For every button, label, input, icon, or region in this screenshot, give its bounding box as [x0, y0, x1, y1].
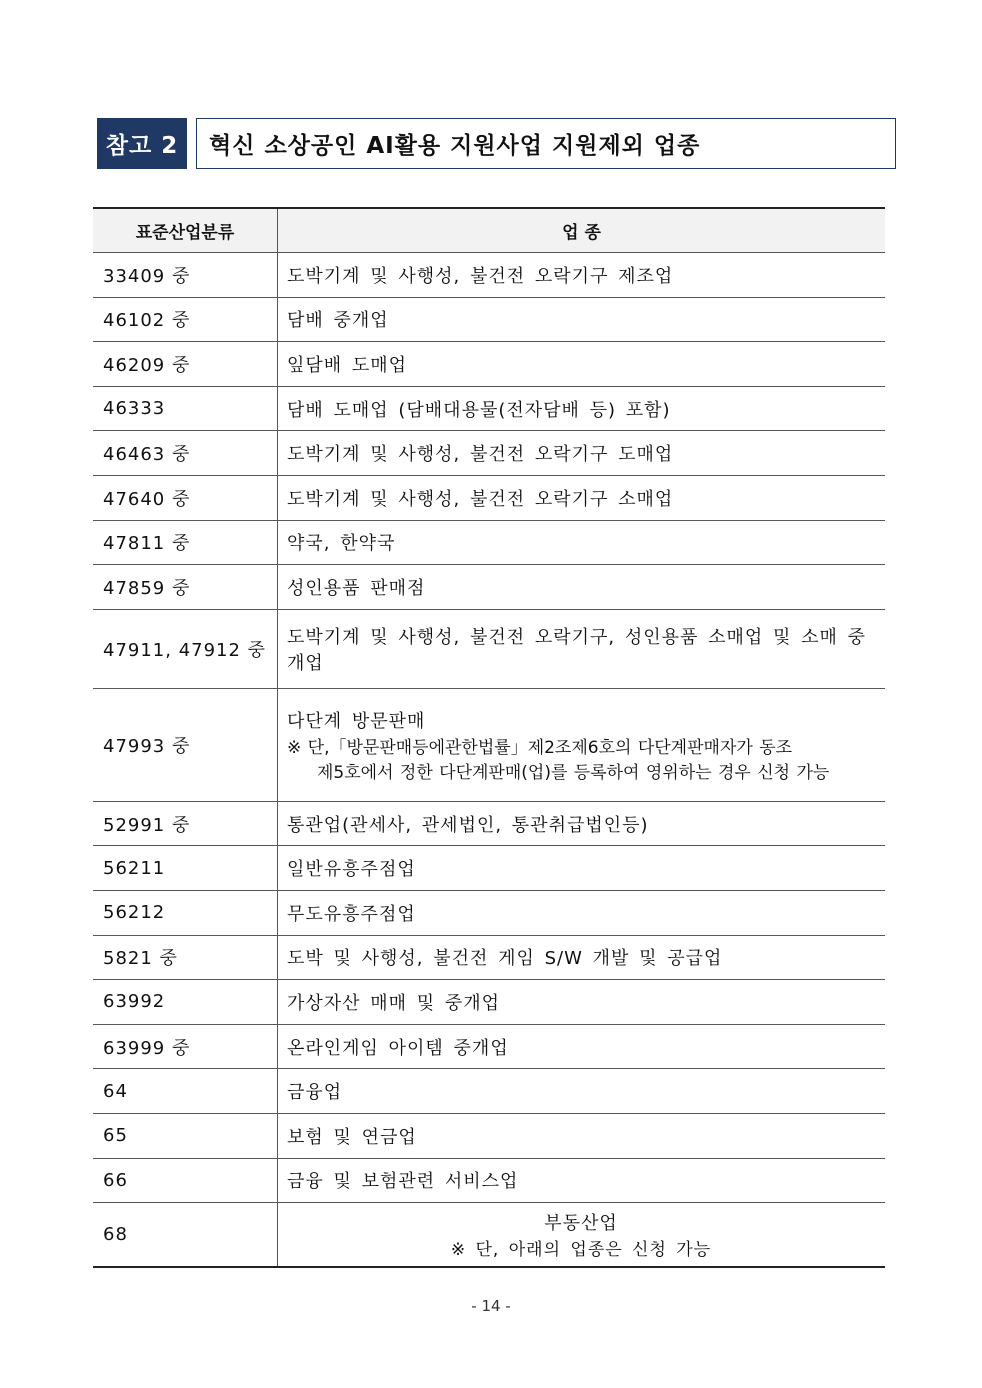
industry-code: 65: [93, 1113, 278, 1158]
table-row: [93, 688, 885, 801]
exception-note: ※ 단, 아래의 업종은 신청 가능: [450, 1240, 712, 1261]
industry-code: 52991 중: [93, 801, 278, 846]
industry-code: 46209 중: [93, 342, 278, 387]
section-title: 혁신 소상공인 AI활용 지원사업 지원제외 업종: [196, 118, 896, 169]
industry-name: 부동산업: [544, 1213, 618, 1235]
industry-name: 성인용품 판매점: [278, 565, 886, 610]
industry-name: 통관업(관세사, 관세법인, 통관취급법인등): [278, 801, 886, 846]
industry-cell-with-note: [278, 1203, 886, 1268]
industry-name: 도박 및 사행성, 불건전 게임 S/W 개발 및 공급업: [278, 935, 886, 980]
industry-code: 68: [93, 1203, 278, 1268]
industry-name: 가상자산 매매 및 중개업: [278, 980, 886, 1025]
table-row: [93, 1024, 885, 1069]
table-row: [93, 297, 885, 342]
industry-name: 도박기계 및 사행성, 불건전 오락기구 소매업: [278, 475, 886, 520]
industry-cell-with-note: [278, 688, 886, 801]
industry-name: 잎담배 도매업: [278, 342, 886, 387]
table-row: [93, 475, 885, 520]
industry-code: 46102 중: [93, 297, 278, 342]
industry-code: 46463 중: [93, 431, 278, 476]
industry-code: 56211: [93, 846, 278, 891]
industry-code: 66: [93, 1158, 278, 1203]
industry-name: 담배 중개업: [278, 297, 886, 342]
table-row: [93, 935, 885, 980]
table-row: [93, 386, 885, 431]
industry-name: 다단계 방문판매: [287, 710, 426, 732]
industry-code: 47911, 47912 중: [93, 609, 278, 688]
table-row: [93, 431, 885, 476]
industry-code: 47993 중: [93, 688, 278, 801]
table-row: [93, 1069, 885, 1114]
table-row: [93, 253, 885, 298]
table-row: [93, 1158, 885, 1203]
excluded-industries-table: [93, 207, 885, 1268]
table-row: [93, 520, 885, 565]
industry-code: 47640 중: [93, 475, 278, 520]
industry-name: 무도유흥주점업: [278, 890, 886, 935]
industry-name: 온라인게임 아이템 중개업: [278, 1024, 886, 1069]
industry-code: 63992: [93, 980, 278, 1025]
header-industry: 업 종: [278, 208, 886, 253]
table-header-row: [93, 208, 885, 253]
reference-badge: 참고 2: [97, 118, 187, 169]
table-row: [93, 1113, 885, 1158]
table-row: [93, 890, 885, 935]
section-heading: [97, 118, 884, 169]
exception-note: ※ 단,「방문판매등에관한법률」제2조제6호의 다단계판매자가 동조: [287, 737, 793, 758]
industry-name: 보험 및 연금업: [278, 1113, 886, 1158]
industry-name: 일반유흥주점업: [278, 846, 886, 891]
industry-name: 도박기계 및 사행성, 불건전 오락기구, 성인용품 소매업 및 소매 중개업: [278, 609, 886, 688]
industry-code: 46333: [93, 386, 278, 431]
industry-code: 47811 중: [93, 520, 278, 565]
table-row: [93, 1203, 885, 1268]
industry-code: 64: [93, 1069, 278, 1114]
industry-name: 약국, 한약국: [278, 520, 886, 565]
industry-name: 담배 도매업 (담배대용물(전자담배 등) 포함): [278, 386, 886, 431]
table-row: [93, 609, 885, 688]
industry-name: 금융업: [278, 1069, 886, 1114]
industry-code: 5821 중: [93, 935, 278, 980]
industry-code: 56212: [93, 890, 278, 935]
table-row: [93, 801, 885, 846]
exception-note-continued: 제5호에서 정한 다단계판매(업)를 등록하여 영위하는 경우 신청 가능: [317, 762, 830, 783]
table-row: [93, 342, 885, 387]
table-row: [93, 980, 885, 1025]
industry-name: 도박기계 및 사행성, 불건전 오락기구 제조업: [278, 253, 886, 298]
industry-code: 33409 중: [93, 253, 278, 298]
header-classification: 표준산업분류: [93, 208, 278, 253]
industry-code: 47859 중: [93, 565, 278, 610]
industry-name: 도박기계 및 사행성, 불건전 오락기구 도매업: [278, 431, 886, 476]
table-row: [93, 846, 885, 891]
industry-name: 금융 및 보험관련 서비스업: [278, 1158, 886, 1203]
page-number: - 14 -: [471, 1297, 511, 1315]
industry-code: 63999 중: [93, 1024, 278, 1069]
table-row: [93, 565, 885, 610]
